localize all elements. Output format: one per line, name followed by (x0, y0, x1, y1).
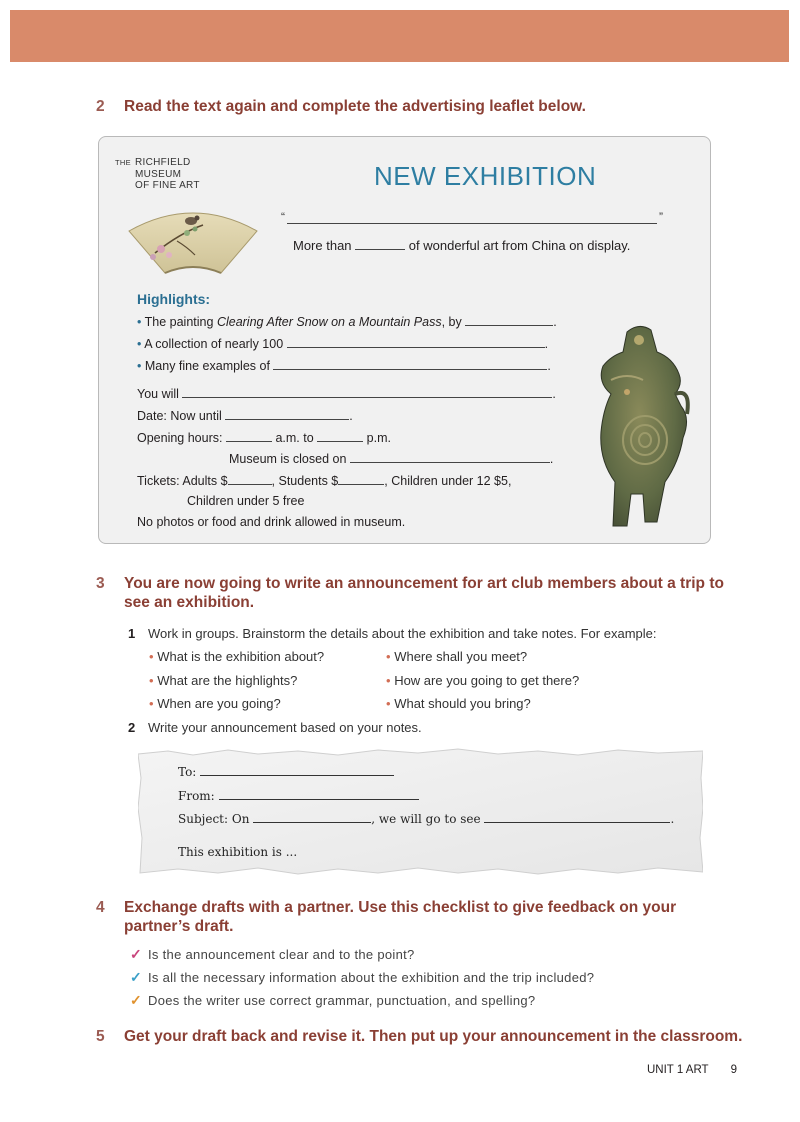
blank-close-time[interactable] (317, 429, 363, 442)
brainstorm-text: What is the exhibition about? (157, 649, 325, 664)
highlight-text: The painting (144, 315, 214, 329)
bullet-dot: • (149, 696, 154, 711)
highlight-item (137, 313, 557, 330)
bullet-dot: • (137, 359, 142, 373)
highlight-text: , by (441, 315, 462, 329)
exhibition-title: NEW EXHIBITION (374, 161, 597, 191)
opening-hours-line (137, 429, 391, 446)
closed-line (229, 450, 553, 467)
brainstorm-text: What should you bring? (394, 696, 531, 711)
tickets-text: Tickets: Adults $ (137, 474, 228, 488)
step-text: Write your announcement based on your notes. (148, 720, 422, 735)
blank-collection[interactable] (287, 335, 545, 348)
period: . (553, 315, 557, 329)
note-subject-line (178, 811, 674, 826)
painting-title: Clearing After Snow on a Mountain Pass (216, 315, 442, 329)
blank-open-time[interactable] (226, 429, 272, 442)
period: . (552, 387, 556, 401)
header-bar (10, 10, 789, 62)
bullet-dot: • (386, 649, 391, 664)
period: . (549, 452, 554, 466)
checklist-text: Does the writer use correct grammar, punctuation, and spelling? (148, 993, 536, 1008)
note-body: This exhibition is ... (178, 845, 298, 859)
brainstorm-text: What are the highlights? (157, 673, 298, 688)
note-label: From: (178, 789, 215, 803)
step-2 (128, 720, 422, 735)
highlight-item (137, 335, 548, 352)
brainstorm-item (149, 696, 281, 711)
blank-exhibition-name[interactable] (287, 223, 657, 224)
date-text: Date: Now until (137, 409, 222, 423)
note-label: , we will go to see (371, 812, 481, 826)
brainstorm-item (149, 673, 297, 688)
question-text: You are now going to write an announcement for art club members about a trip to see an exhibition. (124, 575, 724, 611)
date-line (137, 407, 353, 424)
you-will-text: You will (137, 387, 179, 401)
brainstorm-text: When are you going? (157, 696, 281, 711)
blank-closed-day[interactable] (350, 450, 550, 463)
question-3 (96, 574, 724, 612)
brainstorm-text: Where shall you meet? (394, 649, 528, 664)
quote-close: ” (659, 210, 663, 224)
more-than-text: More than (293, 238, 352, 253)
step-number: 1 (128, 626, 136, 641)
more-than-line (293, 237, 630, 253)
painted-fan-icon (125, 203, 261, 275)
question-number: 5 (96, 1028, 105, 1045)
checklist-text: Is the announcement clear and to the point? (148, 947, 415, 962)
tickets-line (137, 472, 511, 489)
question-2 (96, 97, 724, 116)
page-number: 9 (730, 1064, 737, 1076)
step-text: Work in groups. Brainstorm the details about the exhibition and take notes. For example: (148, 626, 657, 641)
blank-date[interactable] (253, 811, 371, 823)
question-4 (96, 898, 724, 936)
question-number: 4 (96, 899, 105, 916)
you-will-line (137, 385, 556, 402)
museum-logo (115, 157, 200, 192)
check-icon: ✓ (130, 969, 143, 985)
step-number: 2 (128, 720, 136, 735)
tickets-text: , Children under 12 $5, (384, 474, 512, 488)
blank-you-will[interactable] (182, 385, 552, 398)
highlight-text: Many fine examples of (144, 359, 270, 373)
bullet-dot: • (386, 696, 391, 711)
brainstorm-item (386, 673, 579, 688)
period: . (349, 409, 353, 423)
period: . (670, 812, 675, 826)
question-number: 3 (96, 575, 105, 592)
museum-name-line: MUSEUM (135, 168, 182, 180)
bullet-dot: • (149, 649, 154, 664)
blank-painter[interactable] (465, 313, 553, 326)
checklist-text: Is all the necessary information about the exhibition and the trip included? (148, 970, 595, 985)
tickets-text: , Students $ (271, 474, 339, 488)
highlights-heading: Highlights: (137, 291, 211, 307)
closed-text: Museum is closed on (229, 452, 347, 466)
announcement-note (138, 748, 703, 875)
check-icon: ✓ (130, 992, 143, 1008)
note-label: To: (178, 765, 197, 779)
advertising-leaflet (98, 136, 711, 544)
museum-name-line: OF FINE ART (135, 180, 200, 191)
question-text: Exchange drafts with a partner. Use this checklist to give feedback on your partner’s draft. (124, 899, 677, 935)
bullet-dot: • (386, 673, 391, 688)
unit-label: UNIT 1 ART (647, 1064, 709, 1076)
hours-text: Opening hours: (137, 431, 223, 445)
checklist-item (130, 992, 535, 1009)
question-text: Get your draft back and revise it. Then put up your announcement in the classroom. (124, 1028, 743, 1045)
note-to-line (178, 764, 394, 779)
museum-the: THE (115, 158, 131, 167)
blank-adult-price[interactable] (228, 472, 272, 485)
tickets-children-line: Children under 5 free (187, 494, 305, 508)
highlight-item (137, 357, 551, 374)
hours-text: a.m. to (275, 431, 314, 445)
question-5 (96, 1027, 744, 1046)
brainstorm-item (386, 649, 527, 664)
bullet-dot: • (149, 673, 154, 688)
page-footer (647, 1064, 737, 1076)
bronze-vessel-icon (587, 322, 695, 532)
museum-name-line: RICHFIELD (135, 157, 191, 168)
period: . (547, 359, 551, 373)
blank-date[interactable] (225, 407, 349, 420)
blank-exhibition[interactable] (484, 811, 670, 823)
hours-text: p.m. (366, 431, 391, 445)
blank-to[interactable] (200, 764, 394, 776)
blank-count[interactable] (355, 237, 405, 250)
checklist-item (130, 969, 594, 986)
question-number: 2 (96, 98, 105, 115)
question-text: Read the text again and complete the advertising leaflet below. (124, 98, 586, 115)
blank-student-price[interactable] (338, 472, 384, 485)
note-from-line (178, 788, 419, 803)
exhibition-name-line (281, 210, 663, 224)
more-than-text-end: of wonderful art from China on display. (408, 238, 631, 253)
step-1 (128, 626, 656, 641)
blank-from[interactable] (219, 788, 419, 800)
bullet-dot: • (137, 337, 142, 351)
blank-examples[interactable] (273, 357, 547, 370)
brainstorm-text: How are you going to get there? (394, 673, 580, 688)
brainstorm-item (149, 649, 324, 664)
note-label: Subject: On (178, 812, 250, 826)
brainstorm-item (386, 696, 531, 711)
checklist-item (130, 946, 415, 963)
quote-open: “ (281, 210, 285, 224)
period: . (544, 337, 549, 351)
check-icon: ✓ (130, 946, 143, 962)
rules-line: No photos or food and drink allowed in museum. (137, 515, 406, 529)
bullet-dot: • (137, 315, 142, 329)
highlight-text: A collection of nearly 100 (144, 337, 284, 351)
